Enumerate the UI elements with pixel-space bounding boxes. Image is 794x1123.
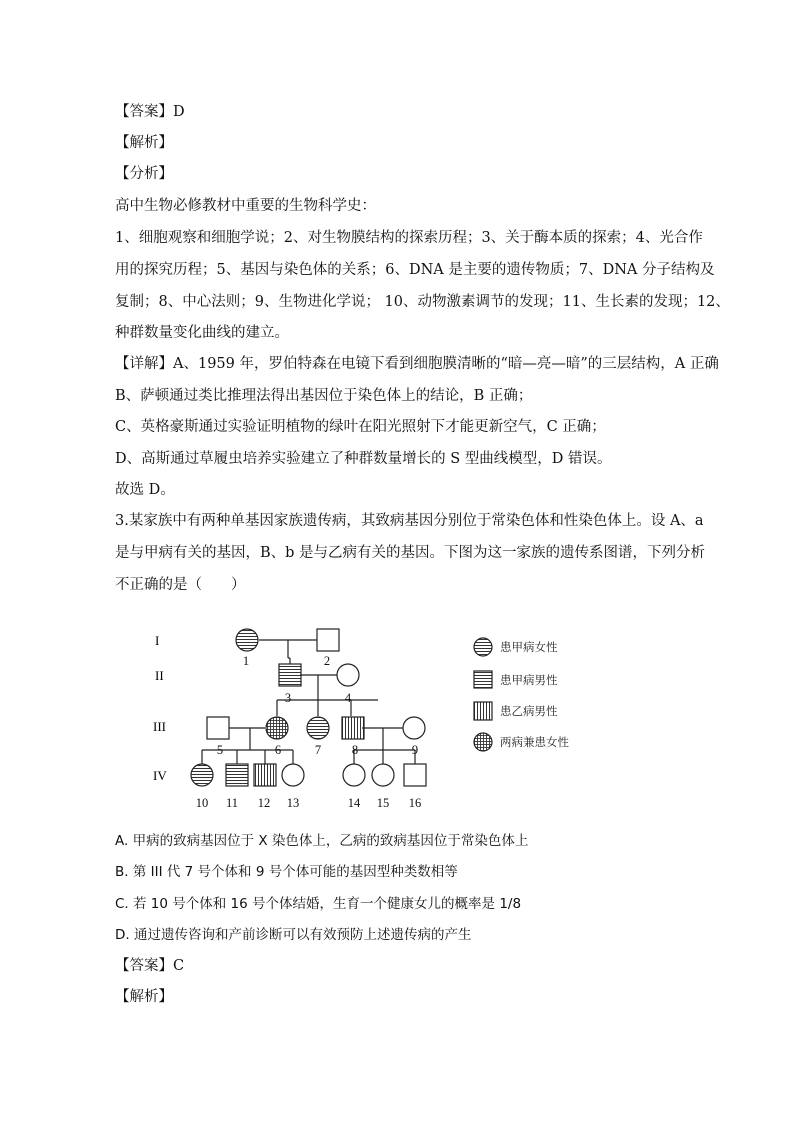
intro-text: 高中生物必修教材中重要的生物科学史： (115, 198, 376, 214)
individual-4-female (337, 664, 359, 686)
history-list-line: 用的探究历程；5、基因与染色体的关系；6、DNA 是主要的遗传物质；7、DNA 分子结构及 (115, 262, 715, 278)
individual-number: 13 (286, 796, 300, 810)
detail-line: C、英格豪斯通过实验证明植物的绿叶在阳光照射下才能更新空气，C 正确； (115, 419, 606, 435)
legend-label: 两病兼患女性 (500, 735, 569, 749)
legend-affected-female-symbol (474, 638, 492, 656)
analysis-label: 【解析】 (115, 989, 173, 1005)
history-list-line: 复制；8、中心法则；9、生物进化学说； 10、动物激素调节的发现；11、生长素的发现；12、 (115, 294, 730, 310)
individual-number: 3 (284, 691, 292, 705)
analysis-label: 【解析】 (115, 135, 173, 151)
legend-affected-b-male-symbol (474, 702, 492, 720)
option-b: B. 第 III 代 7 号个体和 9 号个体可能的基因型种类数相等 (115, 864, 458, 880)
generation-label: IV (153, 768, 167, 783)
answer-label: 【答案】C (115, 958, 185, 974)
generation-label: III (153, 719, 166, 734)
individual-8-affected-b-male (342, 717, 364, 739)
individual-number: 9 (411, 743, 419, 757)
individual-number: 4 (344, 691, 352, 705)
question-line: 是与甲病有关的基因，B、b 是与乙病有关的基因。下图为这一家族的遗传系图谱，下列分析 (115, 545, 706, 561)
legend-affected-male-symbol (474, 671, 492, 688)
individual-1-affected-female (236, 629, 258, 651)
individual-number: 7 (314, 743, 322, 757)
individual-number: 16 (408, 796, 422, 810)
detail-line: D、高斯通过草履虫培养实验建立了种群数量增长的 S 型曲线模型，D 错误。 (115, 451, 612, 467)
individual-number: 11 (225, 796, 239, 810)
individual-9-female (403, 717, 425, 739)
pedigree-diagram (140, 620, 600, 820)
generation-label: I (155, 633, 160, 648)
individual-13-female (282, 764, 304, 786)
individual-6-both-diseases-female (266, 717, 288, 739)
individual-number: 8 (351, 743, 359, 757)
option-d: D. 通过遗传咨询和产前诊断可以有效预防上述遗传病的产生 (115, 927, 472, 943)
answer-label: 【答案】D (115, 104, 185, 120)
generation-label: II (155, 668, 164, 683)
individual-number: 2 (323, 654, 331, 668)
individual-11-affected-male (226, 764, 248, 786)
history-list-line: 种群数量变化曲线的建立。 (115, 325, 289, 341)
individual-number: 15 (376, 796, 390, 810)
individual-number: 10 (195, 796, 209, 810)
legend-label: 患甲病女性 (500, 640, 558, 654)
history-list-line: 1、细胞观察和细胞学说；2、对生物膜结构的探索历程；3、关于酶本质的探索；4、光合作 (115, 230, 703, 246)
individual-number: 1 (242, 654, 250, 668)
individual-5-male (207, 717, 229, 739)
individual-number: 5 (216, 743, 224, 757)
legend-both-diseases-female-symbol (474, 733, 492, 751)
individual-7-affected-female (307, 717, 329, 739)
legend-label: 患乙病男性 (500, 704, 558, 718)
legend-label: 患甲病男性 (500, 673, 558, 687)
detail-line: 【详解】A、1959 年，罗伯特森在电镜下看到细胞膜清晰的“暗—亮—暗”的三层结构，A 正确 (115, 356, 719, 372)
analysis-subheading: 【分析】 (115, 166, 173, 182)
individual-10-affected-female (191, 764, 213, 786)
option-c: C. 若 10 号个体和 16 号个体结婚，生育一个健康女儿的概率是 1/8 (115, 896, 522, 912)
option-a: A. 甲病的致病基因位于 X 染色体上，乙病的致病基因位于常染色体上 (115, 833, 529, 849)
individual-3-affected-male (279, 664, 301, 686)
individual-2-male (317, 629, 339, 651)
individual-number: 6 (274, 743, 282, 757)
individual-15-female (372, 764, 394, 786)
detail-line: B、萨顿通过类比推理法得出基因位于染色体上的结论，B 正确； (115, 388, 533, 404)
individual-12-affected-b-male (254, 764, 276, 786)
conclusion-text: 故选 D。 (115, 482, 175, 498)
question-line: 不正确的是（ ） (115, 577, 246, 593)
individual-number: 12 (257, 796, 271, 810)
individual-14-female (343, 764, 365, 786)
individual-16-male (404, 764, 426, 786)
question-line: 3.某家族中有两种单基因家族遗传病，其致病基因分别位于常染色体和性染色体上。设 A、a (115, 513, 704, 529)
individual-number: 14 (347, 796, 361, 810)
